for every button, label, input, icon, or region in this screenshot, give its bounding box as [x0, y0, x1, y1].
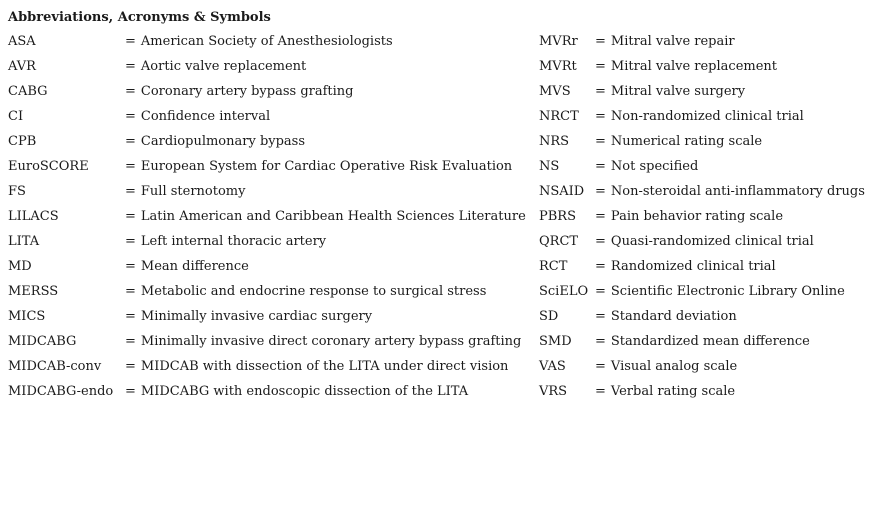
equals-sign: = [125, 209, 136, 224]
definition [595, 329, 810, 354]
equals-sign: = [595, 209, 606, 224]
definition [125, 254, 249, 279]
definition [595, 154, 698, 179]
abbreviation: NSAID [539, 184, 585, 199]
definition-text: MIDCAB with dissection of the LITA under direct vision [140, 359, 509, 374]
definition-text: Aortic valve replacement [140, 59, 307, 74]
definition [595, 204, 783, 229]
abbreviation: VAS [539, 359, 566, 374]
equals-sign: = [595, 259, 606, 274]
definition [125, 204, 526, 229]
equals-sign: = [125, 334, 136, 349]
abbreviation: SciELO [539, 284, 589, 299]
definition-text: American Society of Anesthesiologists [140, 34, 393, 49]
definition-text: Mitral valve repair [610, 34, 735, 49]
equals-sign: = [595, 334, 606, 349]
equals-sign: = [125, 134, 136, 149]
abbreviation: SD [539, 309, 559, 324]
abbreviation: MIDCABG [8, 334, 77, 349]
definition [125, 304, 372, 329]
equals-sign: = [595, 184, 606, 199]
table-row [8, 379, 884, 404]
abbreviations-table [8, 7, 884, 404]
abbreviation: NS [539, 159, 560, 174]
equals-sign: = [595, 59, 606, 74]
table-row [8, 179, 884, 204]
definition-text: Verbal rating scale [610, 384, 736, 399]
table-row [8, 254, 884, 279]
definition [595, 104, 804, 129]
equals-sign: = [125, 359, 136, 374]
table-row [8, 229, 884, 254]
equals-sign: = [125, 259, 136, 274]
equals-sign: = [125, 284, 136, 299]
definition [595, 304, 737, 329]
equals-sign: = [125, 234, 136, 249]
definition-text: Standard deviation [610, 309, 737, 324]
definition-text: Left internal thoracic artery [140, 234, 327, 249]
definition-text: Mean difference [140, 259, 249, 274]
abbreviation: QRCT [539, 234, 579, 249]
definition-text: Coronary artery bypass grafting [140, 84, 354, 99]
equals-sign: = [595, 234, 606, 249]
equals-sign: = [595, 34, 606, 49]
definition-text: Visual analog scale [610, 359, 738, 374]
table-row [8, 354, 884, 379]
equals-sign: = [595, 284, 606, 299]
definition [595, 279, 845, 304]
definition-text: Metabolic and endocrine response to surgical stress [140, 284, 487, 299]
equals-sign: = [595, 359, 606, 374]
definition-text: Not specified [610, 159, 699, 174]
definition [125, 104, 270, 129]
definition [125, 354, 508, 379]
abbreviation: CI [8, 109, 24, 124]
abbreviation: MD [8, 259, 32, 274]
definition-text: Minimally invasive direct coronary artery bypass grafting [140, 334, 522, 349]
definition-text: Randomized clinical trial [610, 259, 776, 274]
table-row [8, 79, 884, 104]
table-row [8, 154, 884, 179]
abbreviation-rows [8, 29, 884, 404]
definition [595, 229, 814, 254]
table-row [8, 329, 884, 354]
abbreviation: MVRr [539, 34, 578, 49]
definition [125, 229, 326, 254]
definition [595, 254, 776, 279]
definition-text: Latin American and Caribbean Health Sciences Literature [140, 209, 526, 224]
abbreviation: NRS [539, 134, 570, 149]
equals-sign: = [595, 309, 606, 324]
table-row [8, 304, 884, 329]
definition-text: Numerical rating scale [610, 134, 763, 149]
definition [125, 79, 354, 104]
equals-sign: = [125, 59, 136, 74]
equals-sign: = [595, 159, 606, 174]
definition [595, 29, 735, 54]
equals-sign: = [125, 309, 136, 324]
definition [125, 179, 245, 204]
definition-text: Quasi-randomized clinical trial [610, 234, 814, 249]
equals-sign: = [125, 384, 136, 399]
abbreviation: MIDCABG-endo [8, 384, 114, 399]
table-row [8, 279, 884, 304]
equals-sign: = [125, 159, 136, 174]
definition [595, 129, 762, 154]
abbreviation: MVRt [539, 59, 577, 74]
definition [125, 329, 521, 354]
abbreviation: MICS [8, 309, 46, 324]
definition [125, 54, 306, 79]
definition-text: Mitral valve surgery [610, 84, 746, 99]
equals-sign: = [125, 34, 136, 49]
definition-text: Standardized mean difference [610, 334, 810, 349]
abbreviation: VRS [539, 384, 568, 399]
table-row [8, 104, 884, 129]
table-row [8, 54, 884, 79]
equals-sign: = [125, 84, 136, 99]
abbreviation: LITA [8, 234, 40, 249]
definition-text: Confidence interval [140, 109, 271, 124]
table-row [8, 129, 884, 154]
definition-text: Full sternotomy [140, 184, 246, 199]
abbreviation: FS [8, 184, 26, 199]
equals-sign: = [595, 384, 606, 399]
definition-text: Cardiopulmonary bypass [140, 134, 306, 149]
definition [595, 79, 745, 104]
abbreviation: PBRS [539, 209, 576, 224]
table-row [8, 204, 884, 229]
page-title: Abbreviations, Acronyms & Symbols [8, 10, 271, 25]
abbreviation: MERSS [8, 284, 59, 299]
abbreviation: AVR [8, 59, 36, 74]
definition-text: Scientific Electronic Library Online [610, 284, 845, 299]
abbreviation: SMD [539, 334, 572, 349]
table-row [8, 29, 884, 54]
equals-sign: = [595, 84, 606, 99]
definition [595, 354, 737, 379]
equals-sign: = [125, 109, 136, 124]
definition [595, 179, 865, 204]
equals-sign: = [595, 134, 606, 149]
abbreviation: CPB [8, 134, 37, 149]
definition [595, 379, 735, 404]
abbreviation: NRCT [539, 109, 579, 124]
abbreviation: CABG [8, 84, 48, 99]
definition [125, 154, 512, 179]
definition-text: Non-randomized clinical trial [610, 109, 804, 124]
definition-text: Mitral valve replacement [610, 59, 778, 74]
definition-text: Minimally invasive cardiac surgery [140, 309, 373, 324]
definition-text: MIDCABG with endoscopic dissection of the LITA [140, 384, 469, 399]
definition [125, 379, 468, 404]
definition-text: Pain behavior rating scale [610, 209, 784, 224]
abbreviation: ASA [8, 34, 36, 49]
definition [125, 129, 305, 154]
definition [595, 54, 777, 79]
equals-sign: = [595, 109, 606, 124]
definition-text: Non-steroidal anti-inflammatory drugs [610, 184, 865, 199]
equals-sign: = [125, 184, 136, 199]
definition [125, 29, 393, 54]
abbreviation: RCT [539, 259, 568, 274]
abbreviation: MIDCAB-conv [8, 359, 102, 374]
definition-text: European System for Cardiac Operative Risk Evaluation [140, 159, 513, 174]
abbreviation: MVS [539, 84, 571, 99]
definition [125, 279, 486, 304]
abbreviation: LILACS [8, 209, 59, 224]
abbreviation: EuroSCORE [8, 159, 89, 174]
